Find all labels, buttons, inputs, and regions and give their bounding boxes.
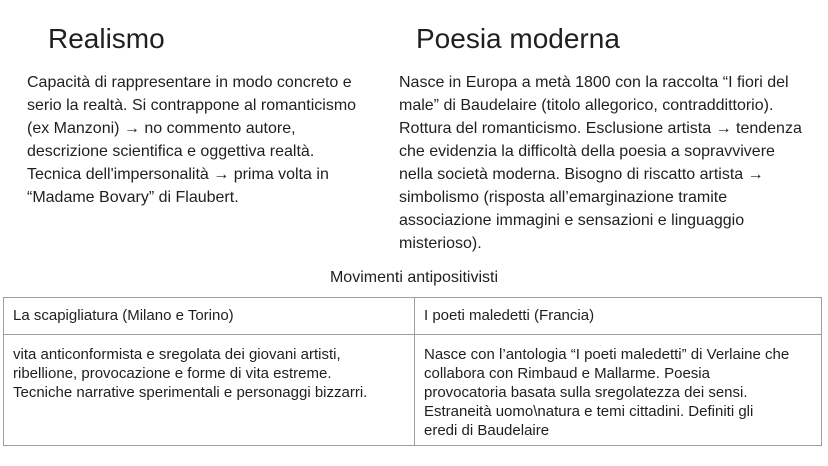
poesia-moderna-line: misterioso). <box>399 235 482 252</box>
table-cell-line: vita anticonformista e sregolata dei giovani artisti, <box>13 346 341 363</box>
table-header-poeti-maledetti: I poeti maledetti (Francia) <box>424 307 595 324</box>
table-cell-line: ribellione, provocazione e forme di vita estreme. <box>13 365 332 382</box>
table-row-divider <box>4 334 821 335</box>
realismo-paragraph <box>27 71 356 209</box>
table-cell-line: Estraneità uomo\natura e temi cittadini. Definiti gli <box>424 403 754 420</box>
movimenti-antipositivisti-title: Movimenti antipositivisti <box>329 269 499 286</box>
poesia-moderna-paragraph <box>399 71 802 255</box>
poesia-moderna-line: associazione immagini e sensazioni e linguaggio <box>399 212 745 229</box>
movimenti-table <box>3 297 822 446</box>
poesia-moderna-line: Nasce in Europa a metà 1800 con la raccolta “I fiori del <box>399 74 789 91</box>
poesia-moderna-heading: Poesia moderna <box>416 23 620 54</box>
poesia-moderna-line: Rottura del romanticismo. Esclusione artista → tendenza <box>399 120 802 137</box>
table-header-scapigliatura: La scapigliatura (Milano e Torino) <box>13 307 234 324</box>
realismo-line: “Madame Bovary” di Flaubert. <box>27 189 239 206</box>
table-cell-scapigliatura <box>4 345 414 402</box>
realismo-line: descrizione scientifica e oggettiva realtà. <box>27 143 315 160</box>
poesia-moderna-line: male” di Baudelaire (titolo allegorico, contraddittorio). <box>399 97 774 114</box>
poesia-moderna-line: simbolismo (risposta all’emarginazione tramite <box>399 189 728 206</box>
poesia-moderna-line: nella società moderna. Bisogno di riscatto artista → <box>399 166 764 183</box>
table-cell-line: provocatoria basata sulla sregolatezza dei sensi. <box>424 384 748 401</box>
realismo-line: Capacità di rappresentare in modo concreto e <box>27 74 352 91</box>
realismo-line: (ex Manzoni) → no commento autore, <box>27 120 296 137</box>
realismo-line: serio la realtà. Si contrappone al romanticismo <box>27 97 357 114</box>
table-cell-line: Tecniche narrative sperimentali e personaggi bizzarri. <box>13 384 368 401</box>
table-cell-line: collabora con Rimbaud e Mallarme. Poesia <box>424 365 710 382</box>
realismo-line: Tecnica dell'impersonalità → prima volta in <box>27 166 329 183</box>
table-cell-poeti-maledetti <box>415 345 821 440</box>
realismo-heading: Realismo <box>48 23 165 54</box>
poesia-moderna-line: che evidenzia la difficoltà della poesia a sopravvivere <box>399 143 775 160</box>
table-cell-line: Nasce con l’antologia “I poeti maledetti” di Verlaine che <box>424 346 790 363</box>
table-cell-line: eredi di Baudelaire <box>424 422 550 439</box>
